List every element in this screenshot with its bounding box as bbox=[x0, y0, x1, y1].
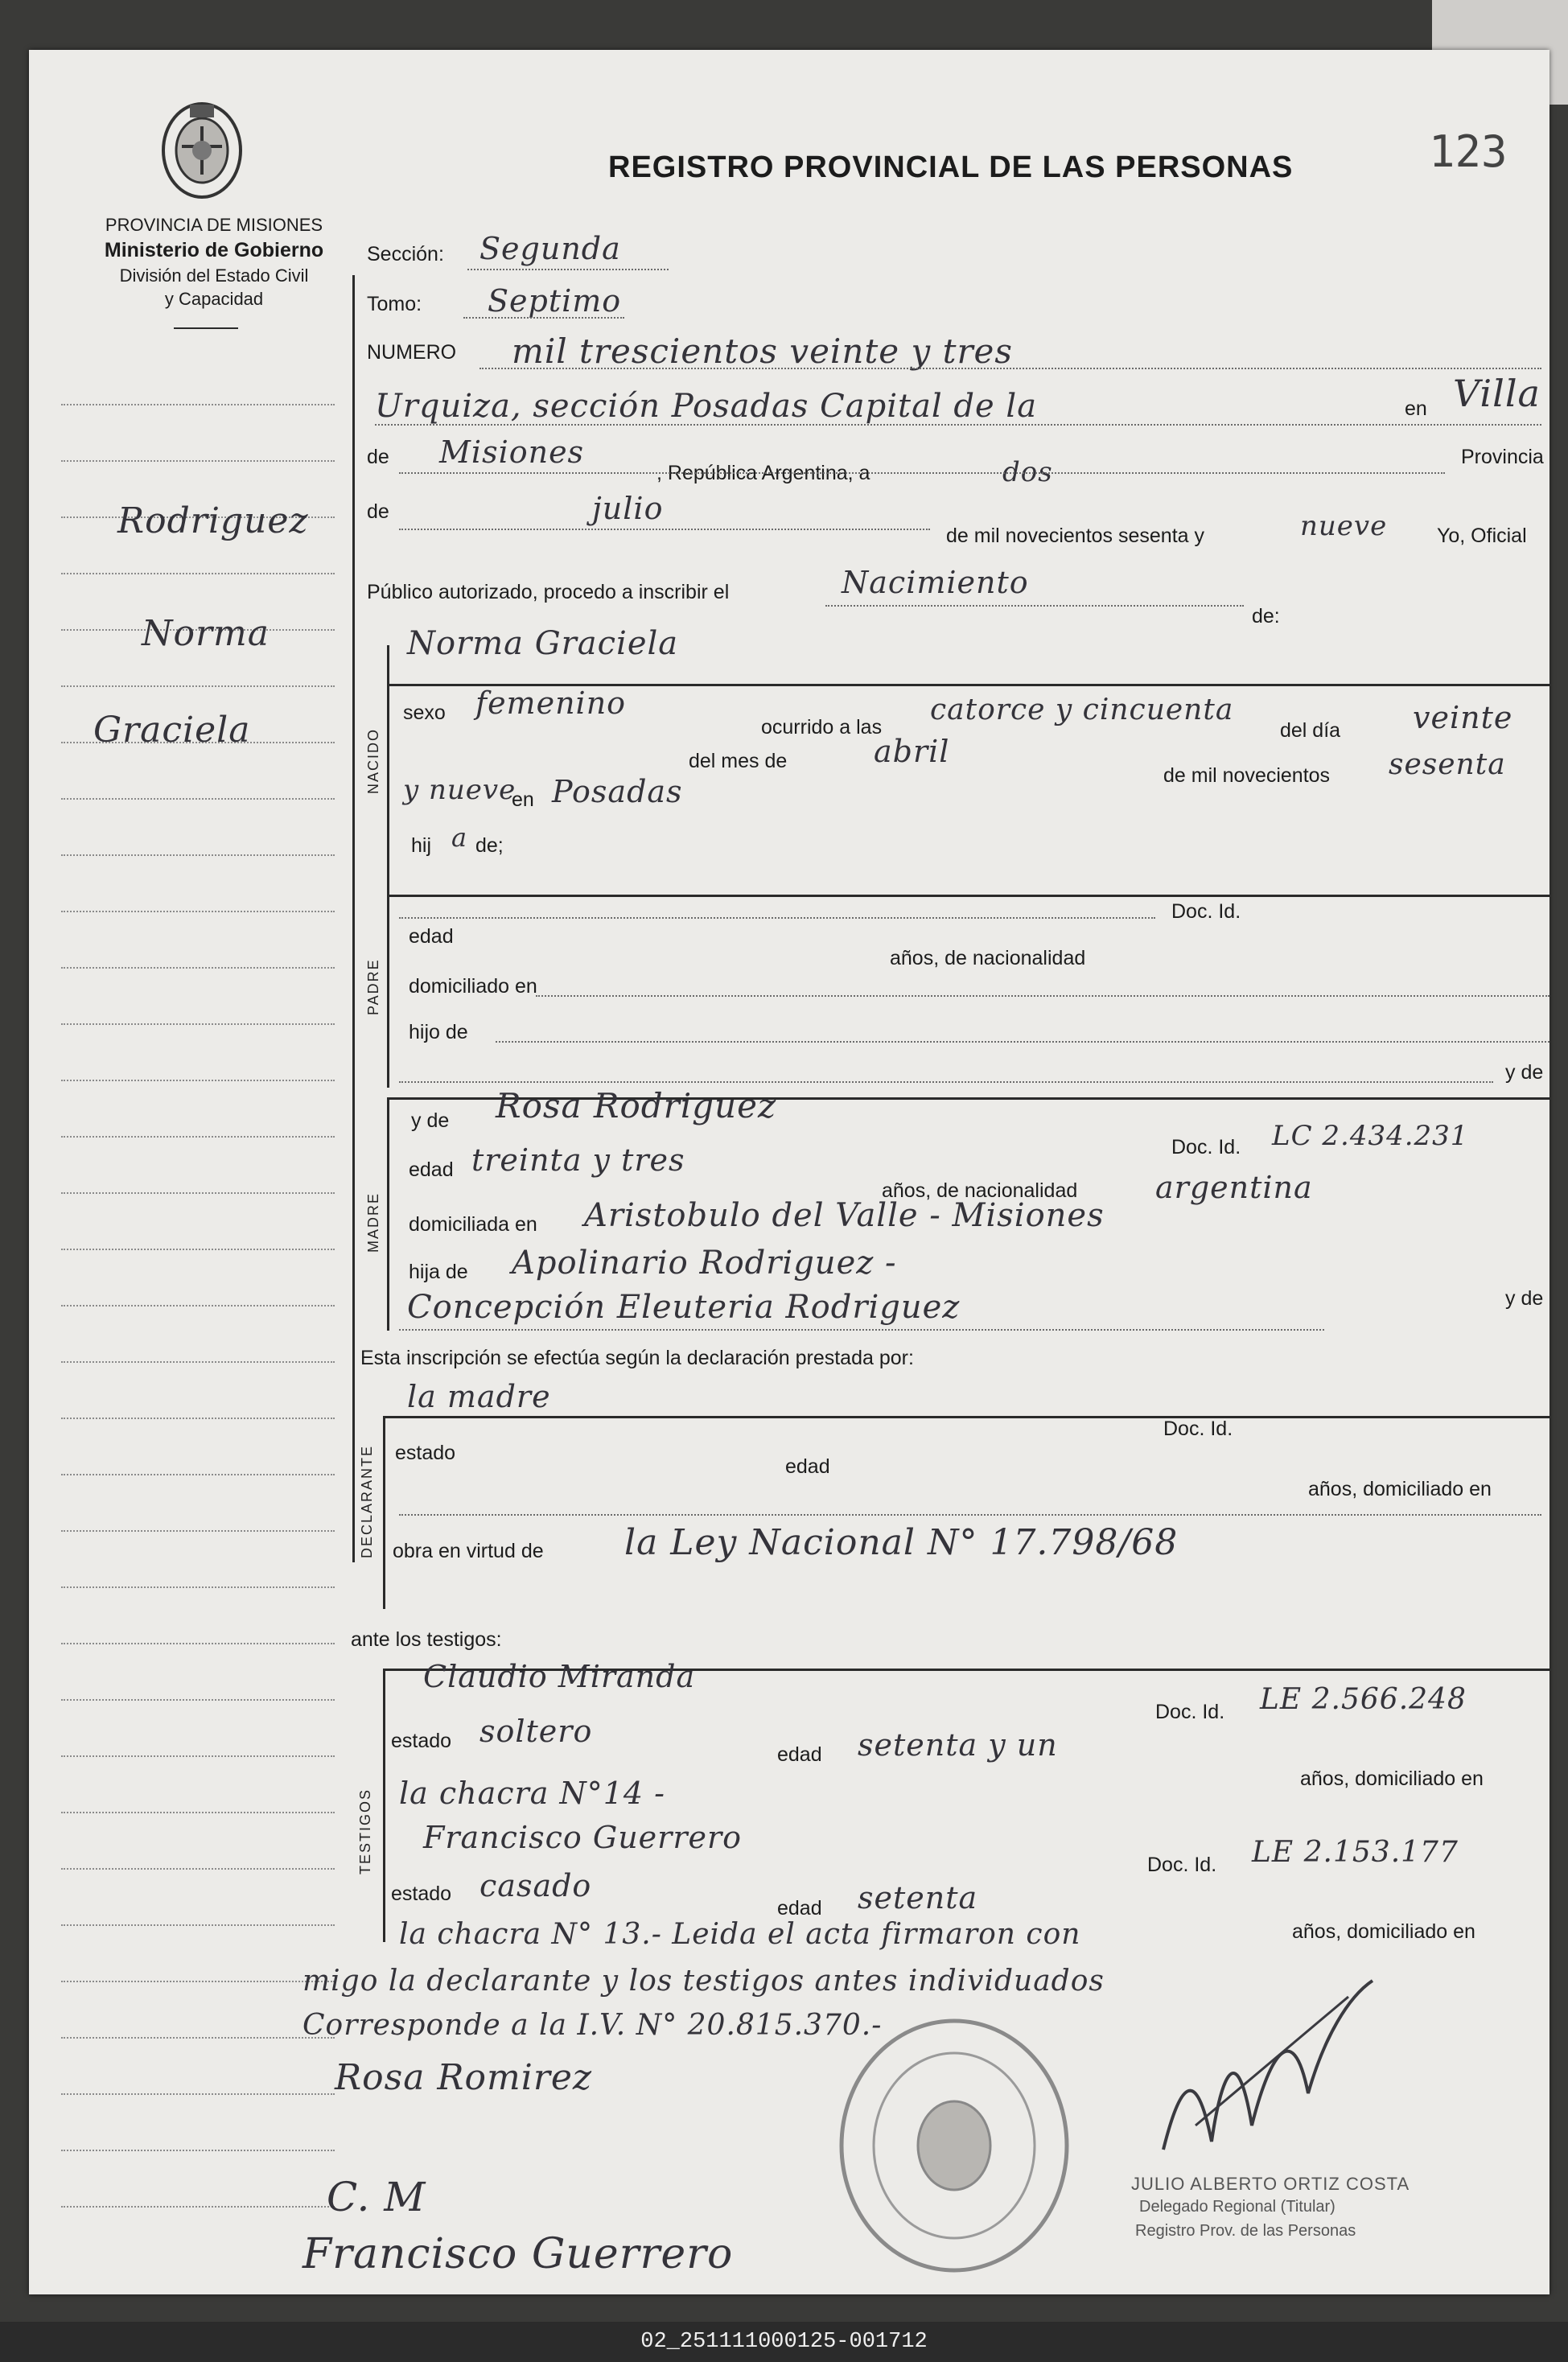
official-signature bbox=[1147, 1965, 1389, 2174]
publico-label: Público autorizado, procedo a inscribir el bbox=[367, 581, 730, 603]
tomo-value: Septimo bbox=[488, 283, 622, 319]
dia-value: dos bbox=[1002, 456, 1053, 488]
dotted-line bbox=[375, 424, 1541, 426]
dotted-line bbox=[399, 1329, 1324, 1331]
ruled-line bbox=[61, 1812, 335, 1813]
lugar-value: Urquiza, sección Posadas Capital de la bbox=[375, 388, 1038, 425]
madre-label: MADRE bbox=[365, 1191, 381, 1253]
madre-nac-value: argentina bbox=[1155, 1170, 1313, 1205]
hij-suffix: a bbox=[451, 822, 468, 853]
section-border bbox=[387, 895, 1549, 897]
dotted-line bbox=[399, 529, 930, 530]
ruled-line bbox=[61, 1530, 335, 1532]
dotted-line bbox=[399, 917, 1155, 919]
coat-of-arms-icon bbox=[158, 98, 246, 203]
section-border bbox=[383, 1669, 385, 1942]
anio-value: nueve bbox=[1300, 510, 1388, 542]
section-border bbox=[387, 895, 389, 1088]
section-border bbox=[383, 1416, 1549, 1418]
ruled-line bbox=[61, 1192, 335, 1194]
folio-number: 123 bbox=[1429, 126, 1508, 177]
ruled-line bbox=[61, 2037, 335, 2039]
section-border bbox=[387, 1097, 389, 1331]
del-mes-label: del mes de bbox=[689, 750, 788, 772]
stamp-office: Registro Prov. de las Personas bbox=[1135, 2222, 1356, 2240]
ruled-line bbox=[61, 2206, 335, 2208]
madre-hija-label: hija de bbox=[409, 1261, 468, 1283]
testigo1-dom-label: años, domiciliado en bbox=[1300, 1767, 1484, 1790]
ruled-line bbox=[61, 685, 335, 687]
madre-doc-value: LC 2.434.231 bbox=[1272, 1120, 1469, 1152]
nombre-value: Norma Graciela bbox=[407, 625, 679, 662]
madre-nac-label: años, de nacionalidad bbox=[882, 1179, 1078, 1202]
del-dia-label: del día bbox=[1280, 719, 1341, 742]
margin-surname: Rodriguez bbox=[117, 500, 309, 541]
nota-1: migo la declarante y los testigos antes individuados bbox=[302, 1965, 1105, 1998]
testigo2-estado-label: estado bbox=[391, 1883, 452, 1905]
testigo1-estado-label: estado bbox=[391, 1730, 452, 1752]
provincia-value: Misiones bbox=[439, 434, 585, 470]
ruled-line bbox=[61, 798, 335, 800]
ruled-line bbox=[61, 1418, 335, 1419]
en-value: Villa bbox=[1453, 372, 1541, 415]
tomo-label: Tomo: bbox=[367, 293, 422, 315]
ministry-label: Ministerio de Gobierno bbox=[104, 239, 324, 261]
numero-value: mil trescientos veinte y tres bbox=[512, 331, 1013, 371]
padre-dom-label: domiciliado en bbox=[409, 975, 537, 998]
anio-nac-value: sesenta bbox=[1389, 748, 1506, 781]
nacido-label: NACIDO bbox=[365, 727, 381, 794]
page-title: REGISTRO PROVINCIAL DE LAS PERSONAS bbox=[608, 150, 1294, 184]
madre-y-de-label-2: y de bbox=[1505, 1287, 1544, 1310]
hora-value: catorce y cincuenta bbox=[930, 693, 1234, 726]
padre-nac-label: años, de nacionalidad bbox=[890, 947, 1086, 969]
ley-value: la Ley Nacional N° 17.798/68 bbox=[624, 1522, 1179, 1563]
testigo2-dom-label: años, domiciliado en bbox=[1292, 1920, 1475, 1943]
testigo1-value: Claudio Miranda bbox=[423, 1659, 696, 1694]
testigo1-estado-value: soltero bbox=[479, 1714, 593, 1749]
republica-label: , República Argentina, a bbox=[656, 462, 870, 484]
padre-edad-label: edad bbox=[409, 925, 454, 948]
ruled-line bbox=[61, 1586, 335, 1588]
madre-dom-label: domiciliada en bbox=[409, 1213, 537, 1236]
testigo1-dom-value: la chacra N°14 - bbox=[399, 1776, 666, 1811]
division-label: División del Estado Civil bbox=[119, 265, 309, 286]
margin-name-2: Graciela bbox=[93, 710, 251, 751]
ruled-line bbox=[61, 1136, 335, 1138]
nota-2: Corresponde a la I.V. N° 20.815.370.- bbox=[302, 2009, 883, 2042]
de-colon-label: de: bbox=[1252, 605, 1280, 628]
section-border bbox=[387, 645, 389, 895]
ruled-line bbox=[61, 911, 335, 912]
firma-testigo-2: Francisco Guerrero bbox=[302, 2230, 734, 2278]
dotted-line bbox=[496, 1041, 1549, 1043]
dotted-line bbox=[399, 1081, 1493, 1083]
testigo2-edad-label: edad bbox=[777, 1897, 822, 1920]
dotted-line bbox=[467, 269, 669, 270]
mes-nac-value: abril bbox=[874, 734, 950, 769]
de-label-2: de bbox=[367, 500, 389, 523]
ruled-line bbox=[61, 1981, 335, 1982]
provincia-label: Provincia bbox=[1461, 446, 1544, 468]
declarante-doc-label: Doc. Id. bbox=[1163, 1418, 1233, 1440]
declarante-edad-label: edad bbox=[785, 1455, 830, 1478]
ruled-line bbox=[61, 1249, 335, 1250]
seccion-value: Segunda bbox=[479, 231, 621, 266]
ruled-line bbox=[61, 573, 335, 574]
ruled-line bbox=[61, 854, 335, 856]
padre-y-de-label: y de bbox=[1505, 1061, 1544, 1084]
testigo2-value: Francisco Guerrero bbox=[423, 1820, 743, 1855]
numero-label: NUMERO bbox=[367, 341, 457, 364]
ocurrido-label: ocurrido a las bbox=[761, 716, 883, 739]
division-label-2: y Capacidad bbox=[164, 289, 264, 309]
yo-oficial-label: Yo, Oficial bbox=[1437, 525, 1527, 547]
main-border bbox=[352, 275, 355, 1562]
sexo-label: sexo bbox=[403, 702, 446, 724]
hij-label: hij bbox=[411, 834, 432, 857]
sexo-value: femenino bbox=[475, 685, 627, 721]
padre-doc-label: Doc. Id. bbox=[1171, 900, 1241, 923]
acto-value: Nacimiento bbox=[842, 565, 1029, 600]
madre-hija-value: Apolinario Rodriguez - bbox=[512, 1245, 897, 1282]
madre-y-de-value: Concepción Eleuteria Rodriguez bbox=[407, 1289, 961, 1326]
testigo1-edad-value: setenta y un bbox=[858, 1727, 1058, 1763]
testigo1-doc-value: LE 2.566.248 bbox=[1260, 1683, 1467, 1716]
hij-de-label: de; bbox=[475, 834, 504, 857]
firma-declarante: Rosa Romirez bbox=[335, 2057, 593, 2098]
declarante-value: la madre bbox=[407, 1379, 551, 1414]
ruled-line bbox=[61, 1305, 335, 1307]
seccion-label: Sección: bbox=[367, 243, 444, 265]
stamp-role: Delegado Regional (Titular) bbox=[1139, 2198, 1335, 2216]
de-label: de bbox=[367, 446, 389, 468]
dotted-line bbox=[399, 472, 1445, 474]
declarante-dom-label: años, domiciliado en bbox=[1308, 1478, 1492, 1500]
ruled-line bbox=[61, 2093, 335, 2095]
province-label: PROVINCIA DE MISIONES bbox=[105, 215, 323, 235]
padre-hijo-label: hijo de bbox=[409, 1021, 468, 1043]
declarante-estado-label: estado bbox=[395, 1442, 456, 1464]
ruled-line bbox=[61, 1474, 335, 1475]
de-mil-nac-label: de mil novecientos bbox=[1163, 764, 1331, 787]
ruled-line bbox=[61, 1699, 335, 1701]
document-page bbox=[29, 50, 1549, 2294]
anio-nac-value-2: y nueve bbox=[403, 774, 516, 806]
madre-doc-label: Doc. Id. bbox=[1171, 1136, 1241, 1158]
section-border bbox=[383, 1416, 385, 1609]
testigo2-edad-value: setenta bbox=[858, 1880, 978, 1916]
ruled-line bbox=[61, 2150, 335, 2151]
testigo2-estado-value: casado bbox=[479, 1868, 592, 1903]
declarante-label: DECLARANTE bbox=[359, 1444, 375, 1558]
dotted-line bbox=[463, 317, 624, 319]
ruled-line bbox=[61, 967, 335, 969]
footer-id: 02_251111000125-001712 bbox=[0, 2322, 1568, 2362]
dotted-line bbox=[479, 368, 1541, 369]
de-mil-label: de mil novecientos sesenta y bbox=[946, 525, 1205, 547]
margin-name-1: Norma bbox=[142, 613, 270, 654]
official-seal-icon bbox=[833, 2013, 1075, 2278]
header-divider bbox=[174, 327, 238, 329]
testigo2-doc-value: LE 2.153.177 bbox=[1252, 1836, 1459, 1869]
mes-value: julio bbox=[592, 491, 664, 526]
en-nac-label: en bbox=[512, 788, 534, 811]
madre-dom-value: Aristobulo del Valle - Misiones bbox=[584, 1197, 1105, 1234]
madre-y-de-label: y de bbox=[411, 1109, 450, 1132]
testigos-label: TESTIGOS bbox=[357, 1788, 373, 1874]
madre-nombre-value: Rosa Rodriguez bbox=[496, 1086, 777, 1125]
testigo2-doc-label: Doc. Id. bbox=[1147, 1854, 1217, 1876]
en-label: en bbox=[1405, 397, 1427, 420]
testigo2-dom-value: la chacra N° 13.- Leida el acta firmaron con bbox=[399, 1918, 1081, 1951]
esta-inscripcion-label: Esta inscripción se efectúa según la declaración prestada por: bbox=[360, 1347, 914, 1369]
ante-testigos-label: ante los testigos: bbox=[351, 1628, 502, 1651]
madre-edad-label: edad bbox=[409, 1158, 454, 1181]
madre-edad-value: treinta y tres bbox=[471, 1142, 685, 1178]
testigo1-doc-label: Doc. Id. bbox=[1155, 1701, 1225, 1723]
dia-nac-value: veinte bbox=[1413, 700, 1513, 735]
obra-label: obra en virtud de bbox=[393, 1540, 544, 1562]
testigo1-edad-label: edad bbox=[777, 1743, 822, 1766]
ruled-line bbox=[61, 1361, 335, 1363]
ruled-line bbox=[61, 1924, 335, 1926]
lugar-nac-value: Posadas bbox=[552, 774, 683, 809]
ruled-line bbox=[61, 1643, 335, 1644]
ruled-line bbox=[61, 1023, 335, 1025]
stamp-officer: JULIO ALBERTO ORTIZ COSTA bbox=[1131, 2174, 1410, 2194]
ruled-line bbox=[61, 1868, 335, 1870]
dotted-line bbox=[399, 1514, 1541, 1516]
padre-label: PADRE bbox=[365, 958, 381, 1015]
ruled-line bbox=[61, 404, 335, 405]
ruled-line bbox=[61, 1755, 335, 1757]
ruled-line bbox=[61, 1080, 335, 1081]
ruled-line bbox=[61, 460, 335, 462]
dotted-line bbox=[536, 995, 1549, 997]
firma-testigo-1: C. M bbox=[327, 2174, 426, 2220]
dotted-line bbox=[825, 605, 1244, 607]
